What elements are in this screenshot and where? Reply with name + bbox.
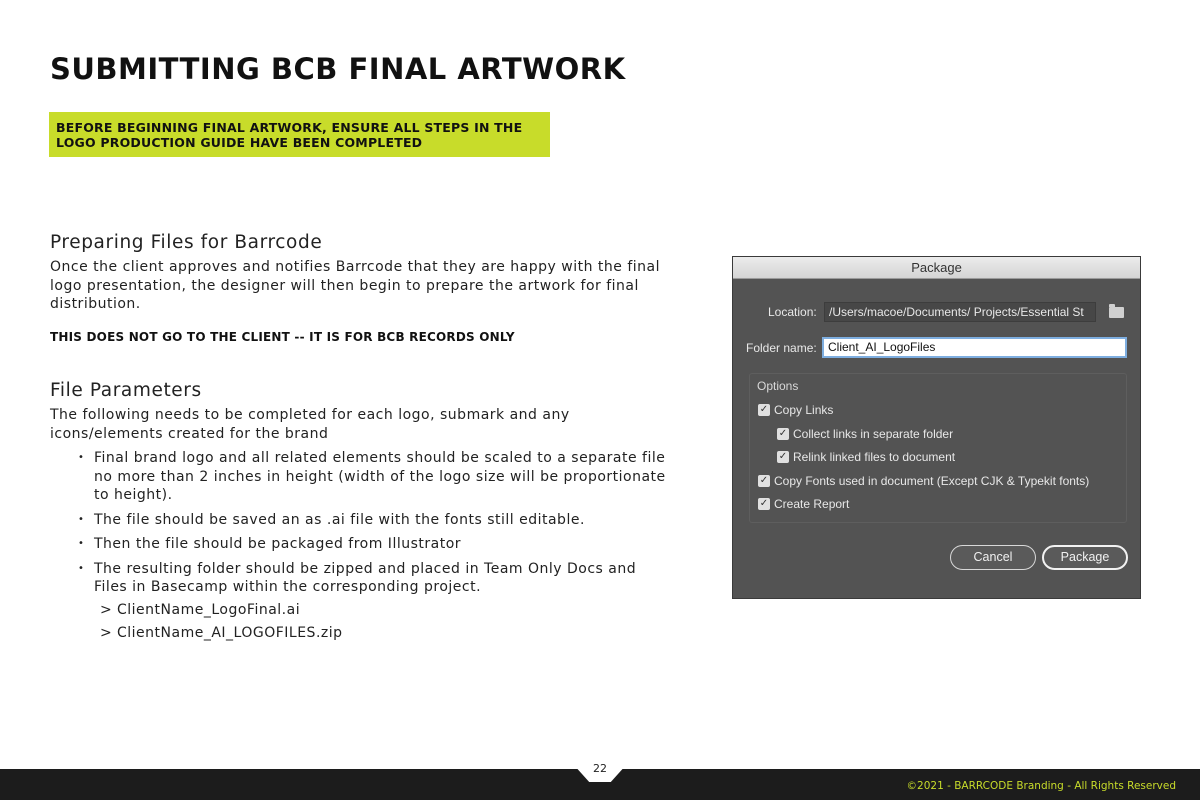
folder-name-label: Folder name: [746, 341, 817, 355]
list-item-text: The file should be saved an as .ai file with the fonts still editable. [94, 511, 585, 528]
preparing-heading: Preparing Files for Barrcode [50, 232, 323, 253]
bullet-icon: • [78, 538, 85, 549]
option-label: Copy Fonts used in document (Except CJK & Typekit fonts) [774, 474, 1090, 488]
preparing-body: Once the client approves and notifies Barrcode that they are happy with the final logo presentation, the designer will then begin to prepare the artwork for final distribution. [50, 259, 661, 312]
option-label: Collect links in separate folder [793, 427, 954, 441]
options-label: Options [757, 379, 799, 393]
package-button[interactable]: Package [1042, 545, 1128, 570]
file-name: ClientName_AI_LOGOFILES.zip [117, 625, 343, 641]
folder-name-field[interactable]: Client_AI_LogoFiles [822, 337, 1127, 358]
list-item [78, 449, 668, 505]
list-item [78, 535, 668, 554]
check-icon: ✓ [759, 404, 769, 415]
relink-files-checkbox[interactable] [777, 450, 955, 464]
list-item [94, 624, 668, 643]
parameters-body: The following needs to be completed for each logo, submark and any icons/elements created for the brand [50, 407, 570, 442]
list-item [78, 511, 668, 530]
prerequisite-banner [49, 112, 550, 157]
arrow-icon: > [100, 601, 113, 618]
check-icon: ✓ [759, 498, 769, 509]
list-item-text: The resulting folder should be zipped and placed in Team Only Docs and Files in Basecamp within the corresponding project. [94, 560, 637, 595]
check-icon: ✓ [778, 451, 788, 462]
location-label: Location: [768, 305, 817, 319]
copyright-text: ©2021 - BARRCODE Branding - All Rights Reserved [906, 780, 1176, 792]
option-label: Copy Links [774, 403, 834, 417]
folder-icon[interactable] [1109, 307, 1124, 318]
location-field[interactable]: /Users/macoe/Documents/ Projects/Essential St [824, 302, 1096, 322]
package-dialog-screenshot [732, 256, 1141, 599]
create-report-checkbox[interactable] [758, 497, 849, 511]
list-item [78, 560, 668, 643]
collect-links-checkbox[interactable] [777, 427, 953, 441]
option-label: Create Report [774, 497, 850, 511]
list-item-text: Then the file should be packaged from Illustrator [94, 536, 462, 552]
cancel-button[interactable]: Cancel [950, 545, 1036, 570]
bullet-icon: • [78, 513, 85, 525]
parameters-heading: File Parameters [50, 380, 202, 401]
file-name-list [94, 601, 668, 643]
copy-fonts-checkbox[interactable] [758, 474, 1089, 488]
check-icon: ✓ [759, 475, 769, 486]
arrow-icon: > [100, 625, 113, 641]
parameters-list [78, 449, 668, 649]
bullet-icon: • [78, 452, 85, 463]
bullet-icon: • [78, 562, 85, 574]
banner-line-1: BEFORE BEGINNING FINAL ARTWORK, ENSURE ALL STEPS IN THE [56, 120, 523, 135]
banner-line-2: LOGO PRODUCTION GUIDE HAVE BEEN COMPLETED [56, 135, 423, 150]
file-name: ClientName_LogoFinal.ai [117, 601, 301, 618]
dialog-title: Package [733, 257, 1140, 279]
records-note: THIS DOES NOT GO TO THE CLIENT -- IT IS FOR BCB RECORDS ONLY [50, 330, 515, 344]
list-item-text: Final brand logo and all related elements should be scaled to a separate file no more than 2 inches in height (width of the logo size will be proportionate to height). [94, 450, 666, 503]
page-title: SUBMITTING BCB FINAL ARTWORK [50, 52, 626, 86]
option-label: Relink linked files to document [793, 450, 956, 464]
list-item [94, 601, 668, 620]
copy-links-checkbox[interactable] [758, 403, 833, 417]
check-icon: ✓ [778, 428, 788, 439]
page-number: 22 [593, 762, 607, 775]
